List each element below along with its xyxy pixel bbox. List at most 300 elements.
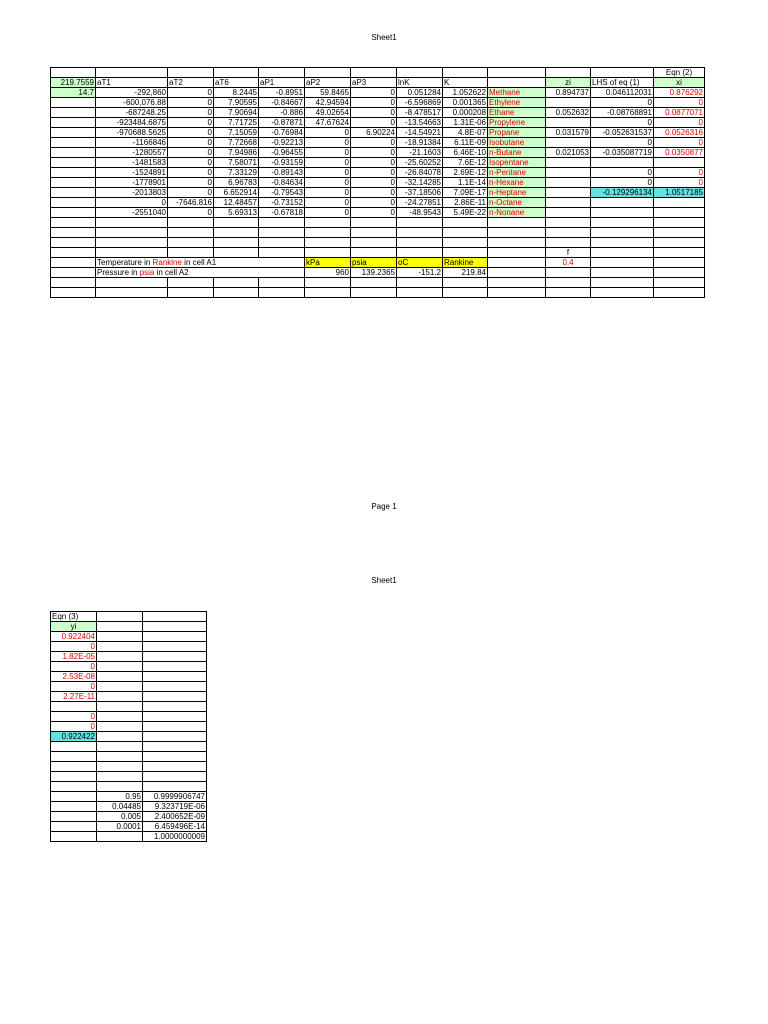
table-cell[interactable]: aT2: [168, 78, 214, 88]
table-cell[interactable]: 1.31E-06: [443, 118, 488, 128]
table-cell[interactable]: 0.922404: [51, 632, 97, 642]
table-cell[interactable]: [214, 248, 259, 258]
table-cell[interactable]: [591, 278, 654, 288]
table-cell[interactable]: 0: [351, 148, 397, 158]
table-cell[interactable]: [546, 268, 591, 278]
table-cell[interactable]: 0: [168, 168, 214, 178]
table-cell[interactable]: [654, 238, 705, 248]
table-cell[interactable]: psia: [351, 258, 397, 268]
table-cell[interactable]: [546, 228, 591, 238]
table-cell[interactable]: -1481583: [96, 158, 168, 168]
table-cell[interactable]: 0: [51, 662, 97, 672]
table-cell[interactable]: Eqn (2): [654, 68, 705, 78]
table-cell[interactable]: [51, 228, 96, 238]
table-cell[interactable]: [397, 68, 443, 78]
table-cell[interactable]: [51, 258, 96, 268]
table-cell[interactable]: [143, 692, 207, 702]
table-cell[interactable]: [546, 218, 591, 228]
table-cell[interactable]: 5.69313: [214, 208, 259, 218]
table-cell[interactable]: [488, 258, 546, 268]
table-cell[interactable]: [168, 228, 214, 238]
table-cell[interactable]: -292,860: [96, 88, 168, 98]
table-cell[interactable]: [351, 228, 397, 238]
table-cell[interactable]: xi: [654, 78, 705, 88]
table-cell[interactable]: 6.459496E-14: [143, 822, 207, 832]
table-cell[interactable]: [546, 158, 591, 168]
table-cell[interactable]: [259, 218, 305, 228]
table-cell[interactable]: [488, 218, 546, 228]
table-cell[interactable]: -600,076.88: [96, 98, 168, 108]
table-cell[interactable]: [168, 248, 214, 258]
table-cell[interactable]: -0.93159: [259, 158, 305, 168]
table-cell[interactable]: 0: [168, 208, 214, 218]
table-cell[interactable]: [143, 752, 207, 762]
table-cell[interactable]: [591, 198, 654, 208]
table-cell[interactable]: 7.33129: [214, 168, 259, 178]
table-cell[interactable]: 2.400652E-09: [143, 812, 207, 822]
table-cell[interactable]: [397, 248, 443, 258]
table-cell[interactable]: 0.046112031: [591, 88, 654, 98]
table-cell[interactable]: 0: [654, 98, 705, 108]
table-cell[interactable]: [654, 208, 705, 218]
table-cell[interactable]: [51, 742, 97, 752]
table-cell[interactable]: 219.7559: [51, 78, 96, 88]
table-cell[interactable]: 2.69E-12: [443, 168, 488, 178]
table-cell[interactable]: [443, 228, 488, 238]
table-cell[interactable]: [351, 218, 397, 228]
table-cell[interactable]: 0.000208: [443, 108, 488, 118]
table-cell[interactable]: 0: [654, 178, 705, 188]
table-cell[interactable]: [143, 722, 207, 732]
table-cell[interactable]: 0: [591, 178, 654, 188]
table-cell[interactable]: 0: [305, 188, 351, 198]
table-cell[interactable]: -7646.816: [168, 198, 214, 208]
table-cell[interactable]: [97, 672, 143, 682]
table-cell[interactable]: 0: [168, 98, 214, 108]
table-cell[interactable]: [51, 752, 97, 762]
table-cell[interactable]: 1.052622: [443, 88, 488, 98]
table-cell[interactable]: 0: [51, 712, 97, 722]
table-cell[interactable]: [591, 288, 654, 298]
table-cell[interactable]: 0: [305, 178, 351, 188]
table-cell[interactable]: [305, 218, 351, 228]
table-cell[interactable]: [143, 682, 207, 692]
table-cell[interactable]: [654, 248, 705, 258]
table-cell[interactable]: 7.58071: [214, 158, 259, 168]
table-cell[interactable]: -0.73152: [259, 198, 305, 208]
table-cell[interactable]: [305, 278, 351, 288]
table-cell[interactable]: [51, 178, 96, 188]
table-cell[interactable]: [591, 228, 654, 238]
table-cell[interactable]: [96, 288, 168, 298]
table-cell[interactable]: [443, 278, 488, 288]
table-cell[interactable]: [488, 78, 546, 88]
table-cell[interactable]: 7.90694: [214, 108, 259, 118]
table-cell[interactable]: 0.0001: [97, 822, 143, 832]
table-cell[interactable]: [51, 218, 96, 228]
table-cell[interactable]: [168, 278, 214, 288]
table-cell[interactable]: [443, 68, 488, 78]
table-cell[interactable]: 219.84: [443, 268, 488, 278]
table-cell[interactable]: [51, 248, 96, 258]
table-cell[interactable]: -8.478517: [397, 108, 443, 118]
table-cell[interactable]: Ethane: [488, 108, 546, 118]
table-cell[interactable]: 12.48457: [214, 198, 259, 208]
table-cell[interactable]: 6.96783: [214, 178, 259, 188]
table-cell[interactable]: oC: [397, 258, 443, 268]
table-cell[interactable]: n-Hexane: [488, 178, 546, 188]
table-cell[interactable]: 0: [351, 98, 397, 108]
table-cell[interactable]: [654, 258, 705, 268]
table-cell[interactable]: 0.031579: [546, 128, 591, 138]
table-cell[interactable]: [488, 68, 546, 78]
table-cell[interactable]: [51, 792, 97, 802]
table-cell[interactable]: [168, 68, 214, 78]
table-cell[interactable]: -1524891: [96, 168, 168, 178]
table-cell[interactable]: 1.1E-14: [443, 178, 488, 188]
table-cell[interactable]: 0: [305, 148, 351, 158]
table-cell[interactable]: aT1: [96, 78, 168, 88]
table-cell[interactable]: [51, 168, 96, 178]
table-cell[interactable]: 7.09E-17: [443, 188, 488, 198]
table-cell[interactable]: 59.8465: [305, 88, 351, 98]
table-cell[interactable]: 0.0877071: [654, 108, 705, 118]
table-cell[interactable]: 0: [351, 188, 397, 198]
table-cell[interactable]: -0.08768891: [591, 108, 654, 118]
table-cell[interactable]: 0: [168, 128, 214, 138]
table-cell[interactable]: [546, 168, 591, 178]
table-cell[interactable]: 6.652914: [214, 188, 259, 198]
table-cell[interactable]: [51, 238, 96, 248]
table-cell[interactable]: 0: [168, 118, 214, 128]
table-cell[interactable]: [591, 268, 654, 278]
table-cell[interactable]: -0.79543: [259, 188, 305, 198]
table-cell[interactable]: [51, 762, 97, 772]
table-cell[interactable]: 0: [168, 88, 214, 98]
table-cell[interactable]: [546, 98, 591, 108]
table-cell[interactable]: [591, 238, 654, 248]
table-cell[interactable]: 0: [591, 118, 654, 128]
table-cell[interactable]: [351, 278, 397, 288]
table-cell[interactable]: 6.90224: [351, 128, 397, 138]
table-cell[interactable]: [443, 248, 488, 258]
table-cell[interactable]: -32.14285: [397, 178, 443, 188]
table-cell[interactable]: aT6: [214, 78, 259, 88]
table-cell[interactable]: 0.021053: [546, 148, 591, 158]
table-cell[interactable]: 0: [654, 118, 705, 128]
table-cell[interactable]: [97, 752, 143, 762]
table-cell[interactable]: [546, 238, 591, 248]
table-cell[interactable]: -0.84634: [259, 178, 305, 188]
table-cell[interactable]: 0: [168, 148, 214, 158]
table-cell[interactable]: 6.11E-09: [443, 138, 488, 148]
table-cell[interactable]: 0: [305, 128, 351, 138]
table-cell[interactable]: 0.922422: [51, 732, 97, 742]
table-cell[interactable]: [351, 248, 397, 258]
table-cell[interactable]: n-Heptane: [488, 188, 546, 198]
table-cell[interactable]: yi: [51, 622, 97, 632]
table-cell[interactable]: [143, 672, 207, 682]
table-cell[interactable]: [97, 632, 143, 642]
table-cell[interactable]: [214, 238, 259, 248]
table-cell[interactable]: [259, 288, 305, 298]
table-cell[interactable]: [51, 772, 97, 782]
table-cell[interactable]: 8.2445: [214, 88, 259, 98]
table-cell[interactable]: [97, 762, 143, 772]
table-cell[interactable]: 7.15059: [214, 128, 259, 138]
table-cell[interactable]: [654, 228, 705, 238]
table-cell[interactable]: [305, 288, 351, 298]
table-cell[interactable]: [351, 68, 397, 78]
table-cell[interactable]: [97, 742, 143, 752]
table-cell[interactable]: [51, 782, 97, 792]
table-cell[interactable]: Isopentane: [488, 158, 546, 168]
table-cell[interactable]: 49.02654: [305, 108, 351, 118]
table-cell[interactable]: [591, 218, 654, 228]
table-cell[interactable]: -37.18506: [397, 188, 443, 198]
table-cell[interactable]: -0.035087719: [591, 148, 654, 158]
table-cell[interactable]: 0.04485: [97, 802, 143, 812]
table-cell[interactable]: [546, 278, 591, 288]
table-cell[interactable]: [97, 622, 143, 632]
table-cell[interactable]: aP1: [259, 78, 305, 88]
table-cell[interactable]: 0: [168, 178, 214, 188]
table-cell[interactable]: 5.49E-22: [443, 208, 488, 218]
table-cell[interactable]: -26.84078: [397, 168, 443, 178]
table-cell[interactable]: [51, 108, 96, 118]
table-cell[interactable]: [546, 208, 591, 218]
table-cell[interactable]: 0: [51, 682, 97, 692]
table-cell[interactable]: [214, 218, 259, 228]
table-cell[interactable]: [214, 68, 259, 78]
table-cell[interactable]: [96, 218, 168, 228]
table-cell[interactable]: 0: [351, 108, 397, 118]
table-cell[interactable]: [546, 118, 591, 128]
table-cell[interactable]: Propane: [488, 128, 546, 138]
table-cell[interactable]: [51, 812, 97, 822]
table-cell[interactable]: -687248.25: [96, 108, 168, 118]
table-cell[interactable]: 0: [305, 158, 351, 168]
table-cell[interactable]: 7.6E-12: [443, 158, 488, 168]
table-cell[interactable]: [488, 238, 546, 248]
table-cell[interactable]: [51, 208, 96, 218]
table-cell[interactable]: [168, 218, 214, 228]
table-cell[interactable]: [97, 782, 143, 792]
table-cell[interactable]: [591, 68, 654, 78]
table-cell[interactable]: 960: [305, 268, 351, 278]
table-cell[interactable]: -21.1603: [397, 148, 443, 158]
table-cell[interactable]: 0: [168, 188, 214, 198]
table-cell[interactable]: [654, 198, 705, 208]
table-cell[interactable]: [168, 238, 214, 248]
table-cell[interactable]: -24.27851: [397, 198, 443, 208]
table-cell[interactable]: n-Nonane: [488, 208, 546, 218]
table-cell[interactable]: Isobutane: [488, 138, 546, 148]
table-cell[interactable]: -0.76984: [259, 128, 305, 138]
table-cell[interactable]: [96, 278, 168, 288]
table-cell[interactable]: [96, 248, 168, 258]
table-cell[interactable]: -1166846: [96, 138, 168, 148]
table-cell[interactable]: [397, 278, 443, 288]
table-cell[interactable]: [214, 288, 259, 298]
table-cell[interactable]: 0: [591, 168, 654, 178]
table-cell[interactable]: 1.0000000009: [143, 832, 207, 842]
table-cell[interactable]: [51, 198, 96, 208]
table-cell[interactable]: -25.60252: [397, 158, 443, 168]
table-cell[interactable]: -6.596869: [397, 98, 443, 108]
table-cell[interactable]: kPa: [305, 258, 351, 268]
table-cell[interactable]: -0.052631537: [591, 128, 654, 138]
table-cell[interactable]: [305, 68, 351, 78]
table-cell[interactable]: [143, 662, 207, 672]
table-cell[interactable]: Methane: [488, 88, 546, 98]
table-cell[interactable]: [591, 158, 654, 168]
table-cell[interactable]: [591, 208, 654, 218]
table-cell[interactable]: [51, 158, 96, 168]
table-cell[interactable]: [143, 652, 207, 662]
table-cell[interactable]: 42.94594: [305, 98, 351, 108]
table-cell[interactable]: 0: [351, 158, 397, 168]
table-cell[interactable]: -0.92213: [259, 138, 305, 148]
table-cell[interactable]: [143, 642, 207, 652]
table-cell[interactable]: [351, 238, 397, 248]
table-cell[interactable]: [51, 802, 97, 812]
table-cell[interactable]: [96, 238, 168, 248]
table-cell[interactable]: 2.53E-08: [51, 672, 97, 682]
table-cell[interactable]: [443, 218, 488, 228]
table-cell[interactable]: [546, 188, 591, 198]
table-cell[interactable]: [305, 228, 351, 238]
table-cell[interactable]: [51, 832, 97, 842]
table-cell[interactable]: [443, 288, 488, 298]
table-cell[interactable]: [397, 228, 443, 238]
table-cell[interactable]: 0: [351, 138, 397, 148]
table-cell[interactable]: -0.89143: [259, 168, 305, 178]
table-cell[interactable]: [351, 288, 397, 298]
table-cell[interactable]: [143, 742, 207, 752]
table-cell[interactable]: [97, 722, 143, 732]
table-cell[interactable]: [591, 248, 654, 258]
table-cell[interactable]: 0: [591, 138, 654, 148]
table-cell[interactable]: [654, 268, 705, 278]
table-cell[interactable]: 0: [305, 138, 351, 148]
table-cell[interactable]: [51, 288, 96, 298]
table-cell[interactable]: [97, 642, 143, 652]
table-cell[interactable]: [488, 278, 546, 288]
table-cell[interactable]: 139.2365: [351, 268, 397, 278]
table-cell[interactable]: [397, 218, 443, 228]
table-cell[interactable]: -0.96455: [259, 148, 305, 158]
table-cell[interactable]: 0.052632: [546, 108, 591, 118]
table-cell[interactable]: [305, 248, 351, 258]
table-cell[interactable]: 7.71725: [214, 118, 259, 128]
table-cell[interactable]: [214, 228, 259, 238]
table-cell[interactable]: -1280557: [96, 148, 168, 158]
table-cell[interactable]: [488, 268, 546, 278]
table-cell[interactable]: [168, 288, 214, 298]
table-cell[interactable]: -2551040: [96, 208, 168, 218]
table-cell[interactable]: [143, 612, 207, 622]
table-cell[interactable]: f: [546, 248, 591, 258]
table-cell[interactable]: [51, 148, 96, 158]
table-cell[interactable]: 0: [351, 208, 397, 218]
table-cell[interactable]: [97, 772, 143, 782]
table-cell[interactable]: [97, 732, 143, 742]
table-cell[interactable]: 6.46E-10: [443, 148, 488, 158]
table-cell[interactable]: [654, 218, 705, 228]
table-cell[interactable]: 0.9999906747: [143, 792, 207, 802]
table-cell[interactable]: [51, 98, 96, 108]
table-cell[interactable]: [143, 782, 207, 792]
table-cell[interactable]: n-Octane: [488, 198, 546, 208]
table-cell[interactable]: [259, 68, 305, 78]
table-cell[interactable]: 0.894737: [546, 88, 591, 98]
table-cell[interactable]: [591, 258, 654, 268]
table-cell[interactable]: 47.67624: [305, 118, 351, 128]
table-cell[interactable]: [397, 288, 443, 298]
table-cell[interactable]: [546, 288, 591, 298]
table-cell[interactable]: -970688.5625: [96, 128, 168, 138]
table-cell[interactable]: [96, 228, 168, 238]
table-cell[interactable]: [546, 198, 591, 208]
table-cell[interactable]: [259, 228, 305, 238]
table-cell[interactable]: -923484.6875: [96, 118, 168, 128]
table-cell[interactable]: 0: [351, 118, 397, 128]
table-cell[interactable]: [546, 138, 591, 148]
table-cell[interactable]: [97, 682, 143, 692]
table-cell[interactable]: 0.0350877: [654, 148, 705, 158]
table-cell[interactable]: [654, 158, 705, 168]
table-cell[interactable]: 0: [351, 168, 397, 178]
table-cell[interactable]: 0.4: [546, 258, 591, 268]
table-cell[interactable]: Propylene: [488, 118, 546, 128]
table-cell[interactable]: 0: [654, 138, 705, 148]
table-cell[interactable]: Rankine: [443, 258, 488, 268]
table-cell[interactable]: 0: [168, 108, 214, 118]
table-cell[interactable]: [443, 238, 488, 248]
table-cell[interactable]: 0: [305, 168, 351, 178]
table-cell[interactable]: 0: [591, 98, 654, 108]
table-cell[interactable]: 0: [51, 642, 97, 652]
table-cell[interactable]: 0.95: [97, 792, 143, 802]
table-cell[interactable]: [259, 248, 305, 258]
table-cell[interactable]: -0.129296134: [591, 188, 654, 198]
table-cell[interactable]: -48.9543: [397, 208, 443, 218]
table-cell[interactable]: zi: [546, 78, 591, 88]
table-cell[interactable]: 2.86E-11: [443, 198, 488, 208]
pressure-note[interactable]: Pressure in psia in cell A2: [96, 268, 305, 278]
table-cell[interactable]: [51, 138, 96, 148]
temperature-note[interactable]: Temperature in Rankine in cell A1: [96, 258, 305, 268]
table-cell[interactable]: [143, 732, 207, 742]
table-cell[interactable]: 7.72668: [214, 138, 259, 148]
table-cell[interactable]: 0: [351, 198, 397, 208]
table-cell[interactable]: -14.54921: [397, 128, 443, 138]
table-cell[interactable]: -0.84667: [259, 98, 305, 108]
table-cell[interactable]: [488, 288, 546, 298]
table-cell[interactable]: 4.8E-07: [443, 128, 488, 138]
table-cell[interactable]: [97, 692, 143, 702]
table-cell[interactable]: aP2: [305, 78, 351, 88]
table-cell[interactable]: 0: [654, 168, 705, 178]
table-cell[interactable]: 1.0517185: [654, 188, 705, 198]
table-cell[interactable]: [97, 702, 143, 712]
table-cell[interactable]: 0: [305, 208, 351, 218]
table-cell[interactable]: [143, 762, 207, 772]
table-cell[interactable]: -151.2: [397, 268, 443, 278]
table-cell[interactable]: 2.27E-11: [51, 692, 97, 702]
table-cell[interactable]: [143, 772, 207, 782]
